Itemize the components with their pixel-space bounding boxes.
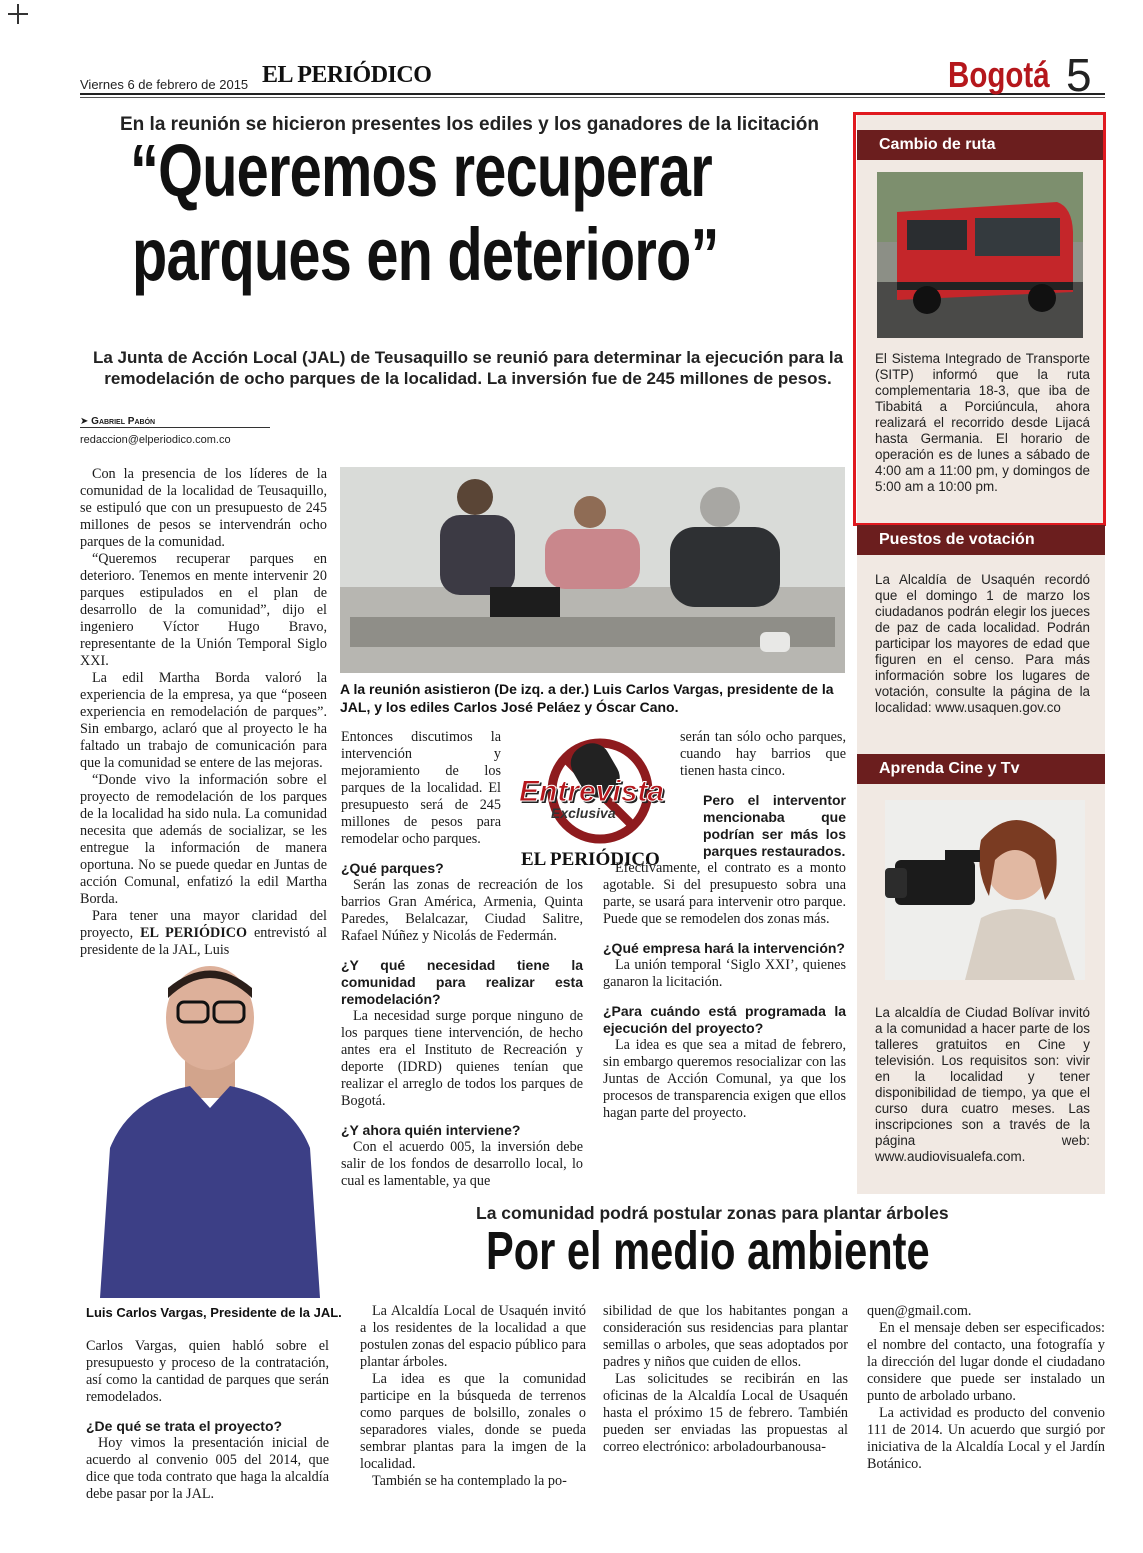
- answer: Con el acuerdo 005, la inversión debe salir de los fondos de desarrollo local, lo cual es lamentable, ya que: [341, 1139, 583, 1189]
- meeting-photo: [340, 467, 845, 673]
- main-col-3: [603, 729, 846, 1122]
- paragraph: Con la presencia de los líderes de la comunidad de la localidad de Teusaquillo, se estipuló que con un presupuesto de 245 millones de pesos se intervendrán ocho parques de la comunidad.: [80, 466, 327, 550]
- second-col-2: [603, 1303, 848, 1456]
- paragraph: quen@gmail.com.: [867, 1303, 972, 1319]
- byline: [80, 416, 270, 428]
- answer: La idea es que sea a mitad de febrero, sin embargo queremos resocializar con las Juntas de Acción Comunal, ya que los procesos de transparencia exigen que ellos hagan parte del proyecto.: [603, 1037, 846, 1121]
- answer: Efectivamente, el contrato es a monto agotable. Si del presupuesto sobra una parte, se usará para intervenir otro parque. Puede que se remodelen dos zonas más.: [603, 860, 846, 927]
- byline-arrow-icon: ➤: [80, 416, 89, 427]
- answer: La necesidad surge porque ninguno de los parques tiene intervención, de hecho antes era el Instituto de Recreación y deporte (IDRD) quienes tenían que realizar el arreglo de todos los parques de Bogotá.: [341, 1008, 583, 1109]
- answer: La unión temporal ‘Siglo XXI’, quienes ganaron la licitación.: [603, 957, 846, 990]
- answer: Hoy vimos la presentación inicial de acuerdo al convenio 005 del 2014, que dice que toda contrato que haga la alcaldía debe pasar por la JAL.: [86, 1435, 329, 1502]
- question: ¿Qué empresa hará la intervención?: [603, 940, 845, 956]
- paragraph: La edil Martha Borda valoró la experiencia de la empresa, ya que “poseen experiencia en remodelación de parques”. Sin embargo, aclaró que al proyecto le ha faltado un trabajo de comunicación para que la comunidad se entere de las mejoras.: [80, 670, 327, 771]
- second-headline: Por el medio ambiente: [486, 1221, 930, 1281]
- main-col-1-continued: [86, 1338, 329, 1503]
- byline-email[interactable]: redaccion@elperiodico.com.co: [80, 434, 231, 446]
- paragraph: serán tan sólo ocho parques, cuando hay barrios que tienen hasta cinco.: [680, 729, 846, 779]
- paragraph: sibilidad de que los habitantes pongan a consideración sus residencias para plantar semillas o arboles, que seas adoptados por padres y niños que cuiden de ellos.: [603, 1303, 848, 1370]
- sidebar-box-title: Aprenda Cine y Tv: [857, 754, 1105, 784]
- sidebar-box-title: Cambio de ruta: [857, 130, 1105, 160]
- main-headline-1: “Queremos recuperar: [130, 129, 712, 212]
- meeting-photo-caption: A la reunión asistieron (De izq. a der.) Luis Carlos Vargas, presidente de la JAL, y los ediles Carlos José Peláez y Óscar Cano.: [340, 681, 834, 715]
- lead-line-1: La Junta de Acción Local (JAL) de Teusaquillo se reunió para determinar la ejecución para la: [92, 348, 844, 367]
- question: ¿Para cuándo está programada la ejecución del proyecto?: [603, 1003, 846, 1036]
- lead-line-2: remodelación de ocho parques de la localidad. La inversión fue de 245 millones de pesos.: [104, 369, 832, 388]
- question: ¿De qué se trata el proyecto?: [86, 1418, 283, 1434]
- meeting-photo-illustration: [340, 467, 845, 673]
- header-rule-thin: [80, 97, 1105, 98]
- paragraph: Para tener una mayor claridad del proyecto, EL PERIÓDICO entrevistó al presidente de la JAL, Luis: [80, 908, 327, 958]
- byline-name: Gabriel Pabón: [91, 416, 156, 427]
- page-number: 5: [1066, 49, 1092, 101]
- portrait-photo: [90, 958, 330, 1298]
- camera-illustration: [885, 800, 1085, 980]
- sidebar-box-title: Puestos de votación: [857, 525, 1105, 555]
- main-headline-2: parques en deterioro”: [132, 213, 719, 296]
- paragraph: En el mensaje deben ser especificados: el nombre del contacto, una fotografía y la dirección del lugar donde el ciudadano considere que puede ser instalado un punto de arbolado urbano.: [867, 1320, 1105, 1404]
- second-kicker: La comunidad podrá postular zonas para plantar árboles: [476, 1203, 949, 1223]
- highlight-frame: [853, 112, 1106, 526]
- paragraph: La actividad es producto del convenio 111 de 2014. Un acuerdo que surgió por iniciativa de la Alcaldía Local y el Jardín Botánico.: [867, 1405, 1105, 1472]
- paragraph: La Alcaldía Local de Usaquén invitó a los residentes de la localidad a que postulen zonas del espacio público para plantar árboles.: [360, 1303, 586, 1370]
- paragraph: Las solicitudes se recibirán en las oficinas de la Alcaldía Local de Usaquén hasta el próximo 15 de febrero. También pueden ser enviadas las propuestas al correo electrónico: arboladourbanousa-: [603, 1371, 848, 1455]
- answer: Serán las zonas de recreación de los barrios Gran América, Armenia, Quinta Paredes, Belalcazar, Ciudad Salitre, Rafael Núñez y Nicolás de Federmán.: [341, 877, 583, 944]
- question: ¿Y qué necesidad tiene la comunidad para realizar esta remodelación?: [341, 957, 583, 1007]
- question: ¿Y ahora quién interviene?: [341, 1122, 521, 1138]
- crop-mark-icon: [8, 4, 28, 24]
- section-title: Bogotá: [948, 54, 1050, 95]
- badge-title: Entrevista: [519, 775, 665, 808]
- paragraph: “Donde vivo la información sobre el proyecto de remodelación de los parques de la localidad ha sido nula. La comunidad necesita que además de socializar, se les entregue la información de manera oportuna. No se puede quedar en Juntas de acción Comunal, enfatizó la edil Martha Borda.: [80, 772, 327, 907]
- sidebar-box-text: El Sistema Integrado de Transporte (SITP) informó que la ruta complementaria 18-3, que iba de Tibabitá a Porciúncula, ahora realizará el recorrido desde Lijacá hasta Germania. El horario de operación es de lunes a sábado de 4:00 am a 11:00 pm, y domingos de 5:00 am a 10:00 pm.: [875, 351, 1090, 494]
- paragraph: También se ha contemplado la po-: [372, 1473, 567, 1489]
- paragraph: Carlos Vargas, quien habló sobre el presupuesto y proceso de la contratación, así como la cantidad de parques que serán remodelados.: [86, 1338, 329, 1405]
- main-kicker: En la reunión se hicieron presentes los ediles y los ganadores de la licitación: [120, 114, 820, 135]
- portrait-caption: Luis Carlos Vargas, Presidente de la JAL.: [86, 1305, 342, 1320]
- badge-brand: EL PERIÓDICO: [521, 849, 660, 870]
- paragraph: Entonces discutimos la intervención y mejoramiento de los parques de la localidad. El presupuesto será de 245 millones de pesos para remodelar ocho parques.: [341, 729, 501, 847]
- sidebar-box-text: La Alcaldía de Usaquén recordó que el domingo 1 de marzo los ciudadanos podrán elegir los jueces de paz de cada localidad. Podrán participar los mayores de edad que figuren en el censo. Para más información sobre los lugares de votación, consulte la página de la localidad: www.usaquen.gov.co: [875, 572, 1090, 715]
- sidebar-box-text: La alcaldía de Ciudad Bolívar invitó a la comunidad a hacer parte de los talleres gratuitos en Cine y televisión. Los requisitos son: vivir en la localidad y tener disponibilidad de tiempo, ya que el curso dura cuatro meses. Las inscripciones son a través de la página web: www.audiovisualefa.com.: [875, 1005, 1090, 1164]
- paragraph: “Queremos recuperar parques en deterioro. Tenemos en mente intervenir 20 parques estipulados en el plan de desarrollo de la comunidad”, dijo el ingeniero Víctor Hugo Bravo, representante de la Unión Temporal Siglo XXI.: [80, 551, 327, 669]
- portrait-illustration: [90, 958, 330, 1298]
- main-col-1: [80, 466, 327, 959]
- question: Pero el interventor mencionaba que podrían ser más los parques restaurados.: [703, 792, 846, 859]
- second-col-1: [360, 1303, 586, 1490]
- issue-date: Viernes 6 de febrero de 2015: [80, 77, 249, 92]
- masthead: EL PERIÓDICO: [262, 62, 432, 88]
- second-col-3: [867, 1303, 1105, 1473]
- badge-subtitle: Exclusiva: [551, 805, 616, 821]
- question: ¿Qué parques?: [341, 860, 444, 876]
- paragraph: La idea es que la comunidad participe en la búsqueda de terrenos como parques de bolsillo, zonales o separadores viales, donde se pueda sembrar plantas para la imgen de la localidad.: [360, 1371, 586, 1472]
- camera-photo: [885, 800, 1085, 980]
